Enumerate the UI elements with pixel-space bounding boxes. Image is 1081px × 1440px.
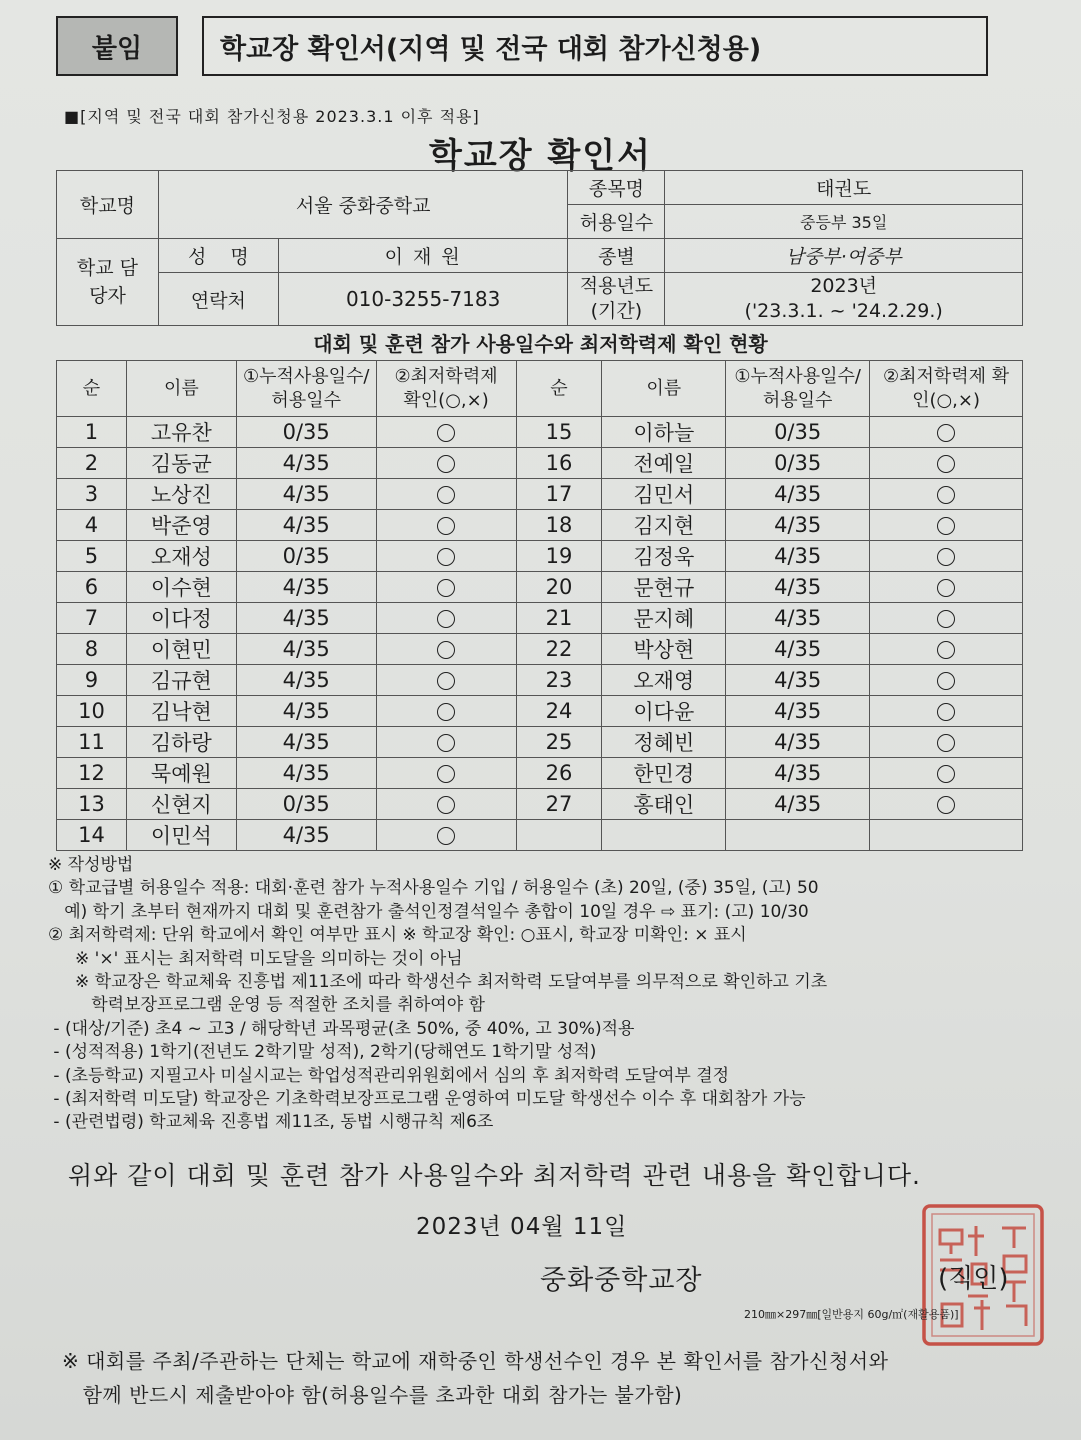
student-name: 고유찬	[126, 417, 236, 448]
table-row	[57, 789, 1023, 820]
student-days: 4/35	[236, 727, 376, 758]
confirmed-circle-icon	[937, 579, 955, 597]
student-name: 오재영	[602, 665, 726, 696]
confirmed-circle-icon	[437, 796, 455, 814]
student-no: 9	[57, 665, 127, 696]
instruction-line: - (관련법령) 학교체육 진흥법 제11조, 동법 시행규칙 제6조	[48, 1112, 494, 1133]
table-row	[57, 665, 1023, 696]
event-label: 종목명	[568, 171, 665, 205]
student-days: 4/35	[236, 510, 376, 541]
student-days: 4/35	[726, 789, 870, 820]
check-cell	[376, 634, 516, 665]
student-days: 4/35	[726, 479, 870, 510]
student-name: 김규현	[126, 665, 236, 696]
document-title: 학교장 확인서	[429, 136, 652, 176]
student-no: 1	[57, 417, 127, 448]
student-days: 4/35	[726, 572, 870, 603]
writing-instructions	[48, 854, 1048, 1135]
confirmed-circle-icon	[437, 672, 455, 690]
student-days: 4/35	[236, 634, 376, 665]
check-cell	[376, 572, 516, 603]
school-info-table	[56, 170, 1023, 326]
student-name: 한민경	[602, 758, 726, 789]
school-label: 학교명	[57, 171, 159, 239]
student-no: 21	[516, 603, 602, 634]
student-name: 박상현	[602, 634, 726, 665]
student-no: 2	[57, 448, 127, 479]
table-row	[57, 510, 1023, 541]
table-row	[57, 727, 1023, 758]
year-value: 2023년	[810, 275, 878, 297]
student-name: 이다정	[126, 603, 236, 634]
confirmed-circle-icon	[937, 734, 955, 752]
student-days: 4/35	[236, 479, 376, 510]
instruction-line: - (대상/기준) 초4 ~ 고3 / 해당학년 과목평균(초 50%, 중 40%, 고 30%)적용	[48, 1018, 635, 1039]
student-no: 6	[57, 572, 127, 603]
student-name: 이수현	[126, 572, 236, 603]
student-days: 0/35	[236, 541, 376, 572]
confirmed-circle-icon	[937, 517, 955, 535]
table-row	[57, 417, 1023, 448]
student-no: 26	[516, 758, 602, 789]
student-name: 홍태인	[602, 789, 726, 820]
table-row	[57, 541, 1023, 572]
student-no: 7	[57, 603, 127, 634]
student-days: 4/35	[726, 634, 870, 665]
check-cell	[870, 479, 1023, 510]
confirmed-circle-icon	[437, 517, 455, 535]
confirmation-statement: 위와 같이 대회 및 훈련 참가 사용일수와 최저학력 관련 내용을 확인합니다.	[68, 1161, 921, 1190]
name-label: 성 명	[158, 239, 278, 273]
student-days: 0/35	[236, 417, 376, 448]
header-name: 이름	[126, 361, 236, 417]
student-name: 김낙현	[126, 696, 236, 727]
header-check: ②최저학력제 확인(○,×)	[376, 361, 516, 417]
check-cell	[376, 417, 516, 448]
confirmed-circle-icon	[937, 424, 955, 442]
table-row	[57, 634, 1023, 665]
instruction-line: ※ 작성방법	[48, 855, 134, 875]
table-row	[57, 479, 1023, 510]
seal-mark: (직인)	[938, 1264, 1009, 1294]
confirmed-circle-icon	[937, 486, 955, 504]
student-name: 박준영	[126, 510, 236, 541]
check-cell	[376, 541, 516, 572]
check-cell	[870, 572, 1023, 603]
check-cell	[870, 696, 1023, 727]
table-row	[57, 696, 1023, 727]
issue-date: 2023년 04월 11일	[416, 1214, 628, 1240]
student-days: 4/35	[236, 758, 376, 789]
student-days: 4/35	[726, 665, 870, 696]
confirmed-circle-icon	[437, 548, 455, 566]
confirmed-circle-icon	[437, 703, 455, 721]
confirmed-circle-icon	[437, 455, 455, 473]
check-cell	[870, 758, 1023, 789]
student-name: 이민석	[126, 820, 236, 851]
student-no: 24	[516, 696, 602, 727]
apply-note: ■[지역 및 전국 대회 참가신청용 2023.3.1 이후 적용]	[64, 107, 480, 126]
confirmed-circle-icon	[437, 424, 455, 442]
student-days: 4/35	[726, 727, 870, 758]
student-name: 김지현	[602, 510, 726, 541]
student-days: 0/35	[726, 417, 870, 448]
category-label: 종별	[568, 239, 665, 273]
check-cell	[870, 510, 1023, 541]
student-name: 김정욱	[602, 541, 726, 572]
empty-cell	[726, 820, 870, 851]
student-no: 11	[57, 727, 127, 758]
table-row	[57, 603, 1023, 634]
student-no: 20	[516, 572, 602, 603]
check-cell	[376, 758, 516, 789]
confirmed-circle-icon	[937, 796, 955, 814]
confirmed-circle-icon	[437, 734, 455, 752]
bottom-notice-line: 함께 반드시 제출받아야 함(허용일수를 초과한 대회 참가는 불가함)	[62, 1383, 683, 1407]
table-row	[57, 820, 1023, 851]
confirmed-circle-icon	[437, 641, 455, 659]
principal-name: 중화중학교장	[540, 1265, 703, 1296]
empty-cell	[516, 820, 602, 851]
student-no: 17	[516, 479, 602, 510]
paper-spec: 210㎜×297㎜[일반용지 60g/㎡(재활용품)]	[744, 1308, 959, 1321]
check-cell	[870, 727, 1023, 758]
student-name: 김동균	[126, 448, 236, 479]
form-header-title: 학교장 확인서(지역 및 전국 대회 참가신청용)	[202, 16, 988, 76]
student-no: 14	[57, 820, 127, 851]
empty-cell	[870, 820, 1023, 851]
status-title: 대회 및 훈련 참가 사용일수와 최저학력제 확인 현황	[313, 332, 768, 356]
contact-label: 연락처	[158, 273, 278, 326]
student-name: 신현지	[126, 789, 236, 820]
student-days: 4/35	[726, 510, 870, 541]
student-days: 4/35	[236, 603, 376, 634]
school-value: 서울 중화중학교	[158, 171, 568, 239]
student-days: 4/35	[236, 820, 376, 851]
instruction-line: 예) 학기 초부터 현재까지 대회 및 훈련참가 출석인정결석일수 총합이 10일 경우 ⇨ 표기: (고) 10/30	[48, 901, 809, 922]
confirmed-circle-icon	[937, 765, 955, 783]
header-name: 이름	[602, 361, 726, 417]
header-no: 순	[516, 361, 602, 417]
check-cell	[870, 603, 1023, 634]
student-name: 오재성	[126, 541, 236, 572]
confirmed-circle-icon	[437, 765, 455, 783]
contact-value: 010-3255-7183	[278, 273, 568, 326]
instruction-line: - (최저학력 미도달) 학교장은 기초학력보장프로그램 운영하여 미도달 학생선수 이수 후 대회참가 가능	[48, 1089, 806, 1110]
category-value: 남중부·여중부	[665, 239, 1023, 273]
student-days: 0/35	[726, 448, 870, 479]
check-cell	[376, 665, 516, 696]
period-value: ('23.3.1. ~ '24.2.29.)	[744, 300, 943, 322]
header-days: ①누적사용일수/ 허용일수	[726, 361, 870, 417]
student-name: 문지혜	[602, 603, 726, 634]
check-cell	[376, 789, 516, 820]
student-days: 4/35	[236, 696, 376, 727]
check-cell	[870, 541, 1023, 572]
name-value: 이 재 원	[278, 239, 568, 273]
confirmed-circle-icon	[437, 827, 455, 845]
student-days: 4/35	[726, 696, 870, 727]
bottom-notice	[62, 1344, 888, 1412]
confirmed-circle-icon	[437, 579, 455, 597]
confirmed-circle-icon	[937, 703, 955, 721]
student-name: 노상진	[126, 479, 236, 510]
check-cell	[376, 820, 516, 851]
confirmed-circle-icon	[937, 610, 955, 628]
days-value: 중등부 35일	[665, 205, 1023, 239]
table-row	[57, 448, 1023, 479]
instruction-line: ※ 학교장은 학교체육 진흥법 제11조에 따라 학생선수 최저학력 도달여부를 의무적으로 확인하고 기초	[48, 972, 828, 993]
instruction-line: - (초등학교) 지필고사 미실시교는 학업성적관리위원회에서 심의 후 최저학력 도달여부 결정	[48, 1065, 730, 1086]
student-name: 전예일	[602, 448, 726, 479]
student-no: 23	[516, 665, 602, 696]
student-name: 이하늘	[602, 417, 726, 448]
student-no: 22	[516, 634, 602, 665]
confirmed-circle-icon	[937, 455, 955, 473]
instruction-line: ※ '×' 표시는 최저학력 미도달을 의미하는 것이 아님	[48, 948, 463, 969]
check-cell	[376, 696, 516, 727]
header-no: 순	[57, 361, 127, 417]
student-name: 김하랑	[126, 727, 236, 758]
year-label: 적용년도 (기간)	[568, 273, 665, 326]
instruction-line: - (성적적용) 1학기(전년도 2학기말 성적), 2학기(당해연도 1학기말 성적)	[48, 1042, 597, 1063]
check-cell	[376, 727, 516, 758]
student-no: 12	[57, 758, 127, 789]
check-cell	[870, 417, 1023, 448]
student-no: 15	[516, 417, 602, 448]
student-name: 정혜빈	[602, 727, 726, 758]
manager-label: 학교 담당자	[57, 239, 159, 326]
student-days: 0/35	[236, 789, 376, 820]
year-cell	[665, 273, 1023, 326]
student-no: 5	[57, 541, 127, 572]
student-no: 10	[57, 696, 127, 727]
check-cell	[870, 448, 1023, 479]
check-cell	[870, 789, 1023, 820]
student-no: 25	[516, 727, 602, 758]
student-name: 문현규	[602, 572, 726, 603]
check-cell	[376, 603, 516, 634]
student-days: 4/35	[236, 448, 376, 479]
student-days: 4/35	[726, 541, 870, 572]
check-cell	[376, 479, 516, 510]
check-cell	[376, 510, 516, 541]
attachment-tag: 붙임	[56, 16, 178, 76]
student-no: 3	[57, 479, 127, 510]
check-cell	[870, 665, 1023, 696]
check-cell	[870, 634, 1023, 665]
header-check: ②최저학력제 확인(○,×)	[870, 361, 1023, 417]
student-days: 4/35	[726, 758, 870, 789]
student-no: 18	[516, 510, 602, 541]
student-no: 8	[57, 634, 127, 665]
bottom-notice-line: ※ 대회를 주최/주관하는 단체는 학교에 재학중인 학생선수인 경우 본 확인서를 참가신청서와	[62, 1349, 889, 1373]
student-no: 19	[516, 541, 602, 572]
student-name: 이현민	[126, 634, 236, 665]
student-name: 김민서	[602, 479, 726, 510]
confirmed-circle-icon	[437, 610, 455, 628]
table-row	[57, 572, 1023, 603]
empty-cell	[602, 820, 726, 851]
student-name: 묵예원	[126, 758, 236, 789]
instruction-line: ① 학교급별 허용일수 적용: 대회·훈련 참가 누적사용일수 기입 / 허용일수 (초) 20일, (중) 35일, (고) 50	[48, 878, 819, 899]
instruction-line: ② 최저학력제: 단위 학교에서 확인 여부만 표시 ※ 학교장 확인: ○표시, 학교장 미확인: × 표시	[48, 925, 747, 946]
student-no: 16	[516, 448, 602, 479]
student-status-table	[56, 360, 1023, 851]
student-days: 4/35	[236, 572, 376, 603]
confirmed-circle-icon	[937, 641, 955, 659]
student-no: 4	[57, 510, 127, 541]
header-days: ①누적사용일수/허용일수	[236, 361, 376, 417]
confirmed-circle-icon	[937, 672, 955, 690]
instruction-line: 학력보장프로그램 운영 등 적절한 조치를 취하여야 함	[48, 995, 485, 1016]
table-row	[57, 758, 1023, 789]
student-no: 13	[57, 789, 127, 820]
student-name: 이다윤	[602, 696, 726, 727]
days-label: 허용일수	[568, 205, 665, 239]
student-days: 4/35	[236, 665, 376, 696]
check-cell	[376, 448, 516, 479]
confirmed-circle-icon	[937, 548, 955, 566]
student-no: 27	[516, 789, 602, 820]
confirmed-circle-icon	[437, 486, 455, 504]
event-value: 태권도	[665, 171, 1023, 205]
student-days: 4/35	[726, 603, 870, 634]
